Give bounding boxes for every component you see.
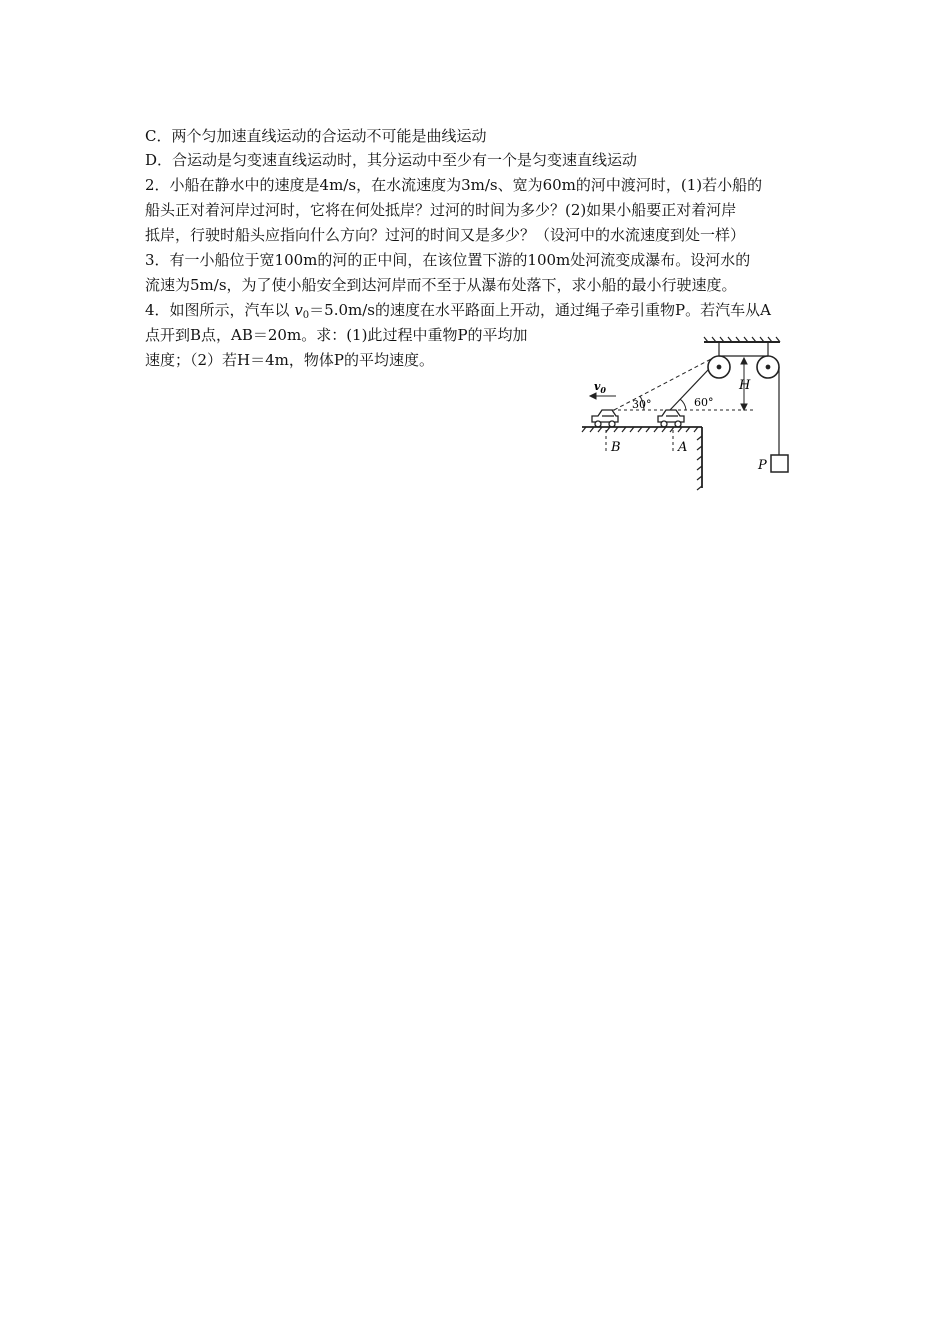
p-label: P (758, 458, 767, 473)
angle-60-label: 60° (694, 396, 714, 409)
h-label: H (739, 378, 751, 393)
question-4-line-2: 点开到B点，AB＝20m。求：(1)此过程中重物P的平均加 (145, 326, 528, 344)
weight-p (771, 455, 788, 472)
question-2-line-1: 2．小船在静水中的速度是4m/s，在水流速度为3m/s、宽为60m的河中渡河时，(1)若小船的 (145, 176, 763, 194)
question-2-line-3: 抵岸，行驶时船头应指向什么方向？过河的时间又是多少？（设河中的水流速度到处一样） (145, 226, 746, 244)
car-at-a (658, 410, 684, 427)
v0-label: $v_0$ (594, 380, 606, 395)
b-label: B (611, 440, 621, 455)
pulley-right (757, 356, 779, 378)
angle-arc-60 (680, 399, 686, 410)
q4-velocity-subscript: 0 (302, 310, 310, 321)
q4-prefix: 4．如图所示，汽车以 (145, 301, 295, 319)
question-3-line-1: 3．有一小船位于宽100m的河的正中间，在该位置下游的100m处河流变成瀑布。设河水的 (145, 251, 751, 269)
question-3-line-2: 流速为5m/s，为了使小船安全到达河岸而不至于从瀑布处落下，求小船的最小行驶速度。 (145, 276, 737, 294)
car-at-b (592, 410, 618, 427)
ceiling (704, 337, 780, 356)
a-label: A (678, 440, 688, 455)
q4-suffix: ＝5.0m/s的速度在水平路面上开动，通过绳子牵引重物P。若汽车从A (309, 301, 771, 319)
option-d: D．合运动是匀变速直线运动时，其分运动中至少有一个是匀变速直线运动 (145, 151, 638, 169)
question-4-line-3: 速度；（2）若H＝4m，物体P的平均速度。 (145, 351, 434, 369)
ground (582, 427, 702, 490)
option-c: C．两个匀加速直线运动的合运动不可能是曲线运动 (145, 127, 487, 145)
pulley-car-diagram (578, 336, 810, 492)
q4-velocity-symbol: v (294, 301, 303, 319)
pulley-left (708, 356, 730, 378)
question-2-line-2: 船头正对着河岸过河时，它将在何处抵岸？过河的时间为多少？(2)如果小船要正对着河岸 (145, 201, 737, 219)
angle-30-label: 30° (632, 398, 652, 411)
